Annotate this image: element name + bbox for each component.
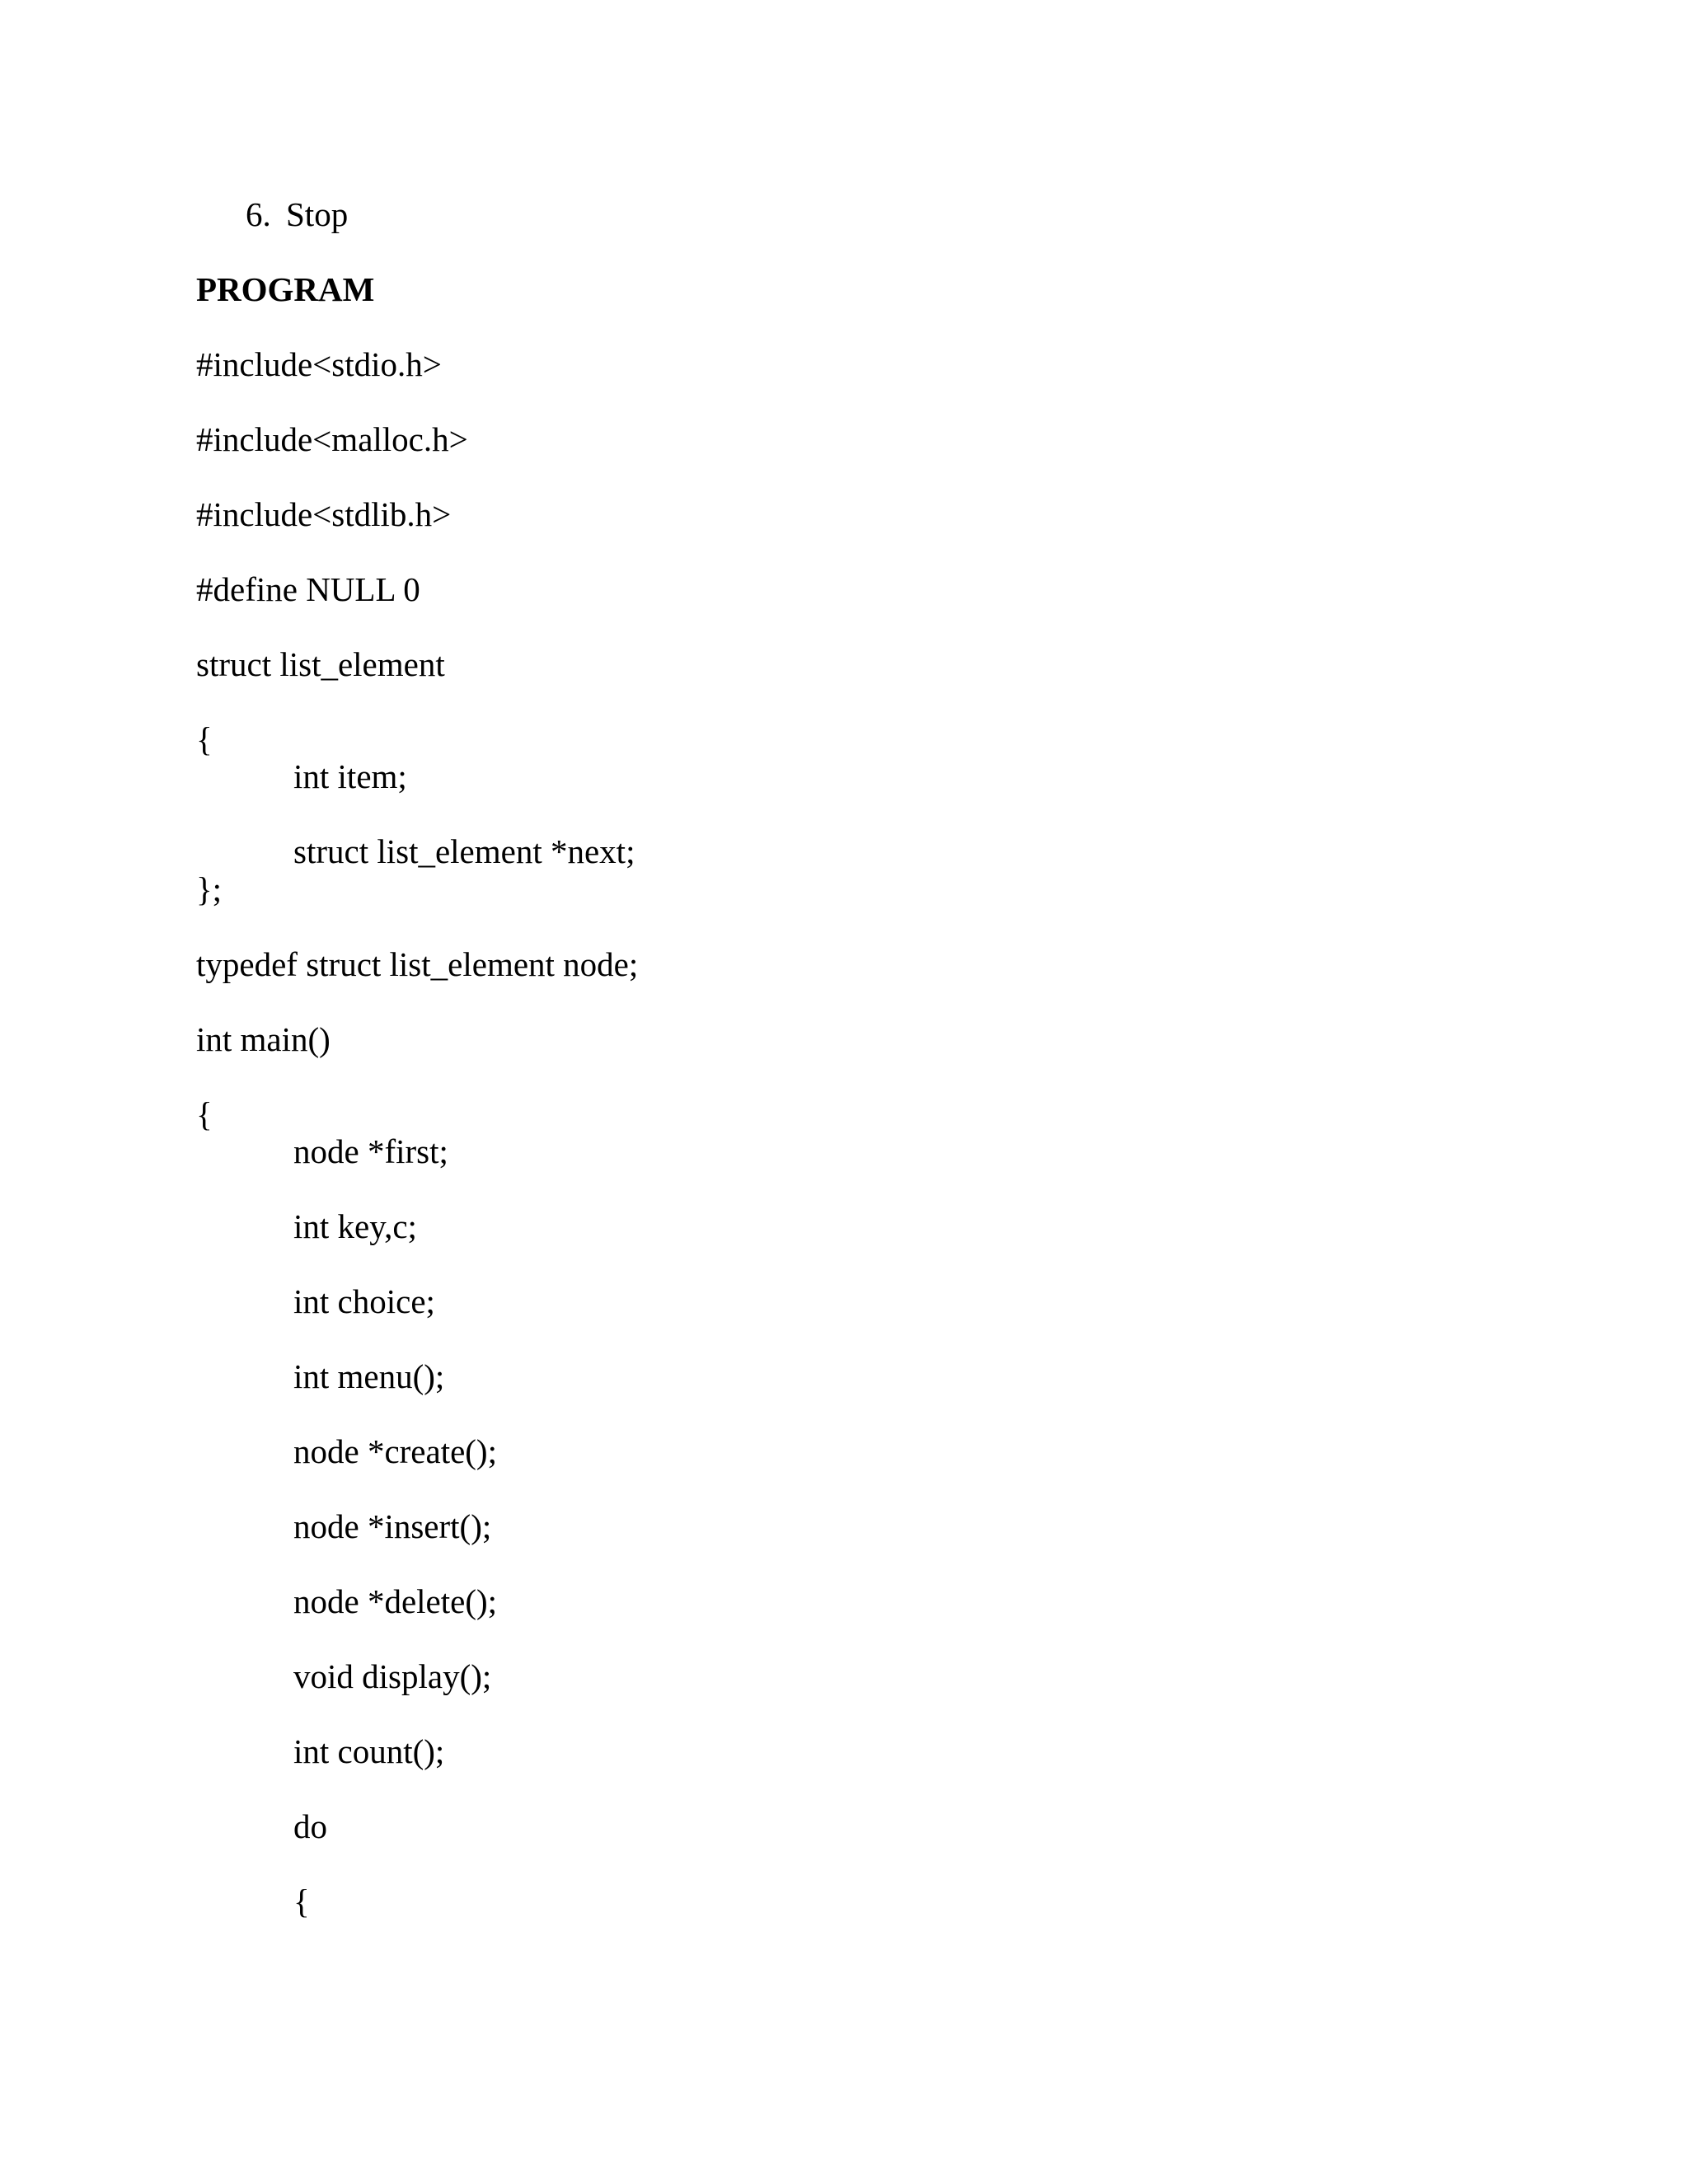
code-line: int item; [293, 757, 407, 795]
code-line: node *first; [293, 1132, 448, 1170]
list-item-number: 6. [246, 195, 271, 233]
code-line: #include<stdlib.h> [196, 495, 452, 533]
code-line: int choice; [293, 1282, 435, 1320]
code-line: { [196, 720, 213, 758]
code-line: typedef struct list_element node; [196, 945, 639, 983]
program-heading: PROGRAM [196, 270, 375, 308]
code-line: int main() [196, 1020, 331, 1058]
code-line: node *insert(); [293, 1507, 492, 1545]
code-line: #define NULL 0 [196, 570, 420, 608]
code-line: int count(); [293, 1732, 445, 1770]
code-line: node *create(); [293, 1432, 497, 1470]
code-line: #include<stdio.h> [196, 345, 442, 383]
code-line: void display(); [293, 1657, 492, 1695]
code-line: { [293, 1882, 310, 1920]
code-line: node *delete(); [293, 1582, 498, 1620]
code-line: #include<malloc.h> [196, 420, 468, 458]
code-line: int menu(); [293, 1357, 445, 1395]
code-line: }; [196, 870, 223, 908]
code-line: do [293, 1807, 327, 1845]
code-line: int key,c; [293, 1207, 417, 1245]
code-line: { [196, 1095, 213, 1133]
list-item-text: Stop [286, 195, 349, 233]
code-line: struct list_element *next; [293, 832, 635, 870]
code-line: struct list_element [196, 645, 445, 683]
